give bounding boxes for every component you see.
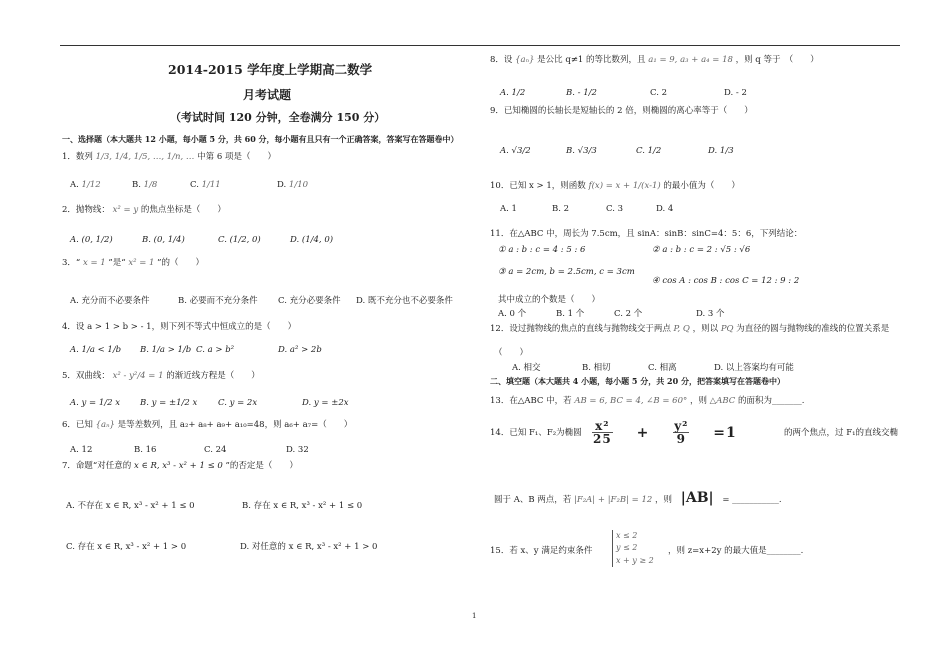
- q12-option-d: D. 以上答案均有可能: [714, 363, 794, 373]
- q12-paren: （ ）: [494, 348, 529, 358]
- exam-info: （考试时间 120 分钟，全卷满分 150 分）: [170, 111, 386, 124]
- q14-ellipse-equation: $\frac{\text{x²}}{25}$ + $\frac{\text{y²}}{9}$ =1: [593, 419, 737, 446]
- q15-rest: ，则 z=x+2y 的最大值是________.: [668, 546, 804, 556]
- q6-option-a: A. 12: [70, 445, 93, 455]
- q4-option-a: A. 1/a < 1/b: [70, 345, 122, 355]
- q4-option-b: B. 1/a > 1/b: [140, 345, 192, 355]
- q5-option-d: D. y = ±2x: [302, 398, 349, 408]
- q3-option-d: D. 既不充分也不必要条件: [356, 296, 453, 306]
- q5-option-a: A. y = 1/2 x: [70, 398, 121, 408]
- header-rule: [60, 45, 900, 46]
- question-11: 11．在△ABC 中，周长为 7.5cm，且 sinA：sinB：sinC=4：5：6，下列结论：: [490, 229, 803, 239]
- q11-ask: 其中成立的个数是（ ）: [498, 295, 601, 305]
- q11-option-b: B. 1 个: [556, 309, 585, 319]
- q11-statement-2: ② a : b : c = 2 : √5 : √6: [652, 245, 751, 255]
- q2-option-b: B. (0, 1/4): [142, 235, 185, 245]
- q10-option-b: B. 2: [552, 204, 570, 214]
- q8-option-d: D. - 2: [724, 88, 747, 98]
- q7-option-c: C. 存在 x ∈ R, x³ - x² + 1 > 0: [66, 542, 187, 552]
- q3-option-b: B. 必要而不充分条件: [178, 296, 258, 306]
- question-9: 9．已知椭圆的长轴长是短轴长的 2 倍，则椭圆的离心率等于（ ）: [490, 106, 753, 116]
- q5-option-b: B. y = ±1/2 x: [140, 398, 198, 408]
- question-5: 5．双曲线： x² - y²/4 = 1 的渐近线方程是（ ）: [62, 371, 260, 381]
- question-10: 10．已知 x > 1，则函数 f(x) = x + 1/(x-1) 的最小值为（ ）: [490, 181, 740, 191]
- question-13: 13．在△ABC 中，若 AB = 6, BC = 4, ∠B = 60° ，则 △ABC 的面积为_______.: [490, 396, 805, 406]
- q11-statement-3: ③ a = 2cm, b = 2.5cm, c = 3cm: [498, 267, 635, 277]
- q9-option-c: C. 1/2: [636, 146, 662, 156]
- q15-constraints: x ≤ 2 y ≤ 2 x + y ≥ 2: [612, 530, 654, 567]
- q7-option-a: A. 不存在 x ∈ R, x³ - x² + 1 ≤ 0: [66, 501, 195, 511]
- q8-option-b: B. - 1/2: [566, 88, 597, 98]
- q11-option-d: D. 3 个: [696, 309, 725, 319]
- question-15: 15．若 x、y 满足约束条件: [490, 546, 593, 556]
- q4-option-c: C. a > b²: [196, 345, 235, 355]
- q11-option-a: A. 0 个: [498, 309, 527, 319]
- q11-option-c: C. 2 个: [614, 309, 643, 319]
- question-6: 6．已知 {aₙ} 是等差数列，且 a₂+ a₈+ a₉+ a₁₀=48，则 a₆+ a₇=（ ）: [62, 420, 353, 430]
- question-12: 12．设过抛物线的焦点的直线与抛物线交于两点 P, Q ，则以 PQ 为直径的圆与抛物线的准线的位置关系是: [490, 324, 890, 334]
- q6-option-b: B. 16: [134, 445, 157, 455]
- q11-statement-4: ④ cos A : cos B : cos C = 12 : 9 : 2: [652, 276, 800, 286]
- q12-option-a: A. 相交: [512, 363, 541, 373]
- question-4: 4．设 a > 1 > b > - 1，则下列不等式中恒成立的是（ ）: [62, 322, 297, 332]
- q12-option-c: C. 相离: [648, 363, 677, 373]
- question-14: 14．已知 F₁、F₂为椭圆: [490, 428, 582, 438]
- q7-option-b: B. 存在 x ∈ R, x³ - x² + 1 ≤ 0: [242, 501, 363, 511]
- q5-option-c: C. y = 2x: [218, 398, 258, 408]
- q7-option-d: D. 对任意的 x ∈ R, x³ - x² + 1 > 0: [240, 542, 378, 552]
- q6-option-c: C. 24: [204, 445, 227, 455]
- question-1: 1．数列 1/3, 1/4, 1/5, …, 1/n, … 中第 6 项是（ ）: [62, 152, 276, 162]
- section-1-heading: 一、选择题（本大题共 12 小题，每小题 5 分，共 60 分，每小题有且只有一个正确答案，答案写在答题卷中）: [62, 134, 459, 144]
- q1-option-c: C. 1/11: [190, 180, 221, 190]
- q1-option-d: D. 1/10: [277, 180, 309, 190]
- question-8: 8．设 {aₙ} 是公比 q≠1 的等比数列，且 a₁ = 9, a₃ + a₄ = 18 ，则 q 等于 （ ）: [490, 55, 819, 65]
- q14-rest: 的两个焦点，过 F₁的直线交椭: [784, 428, 899, 438]
- exam-title: 2014-2015 学年度上学期高二数学: [168, 62, 373, 77]
- q2-option-a: A. (0, 1/2): [70, 235, 113, 245]
- question-3: 3．“ x = 1 ”是“ x² = 1 ”的（ ）: [62, 258, 205, 268]
- q9-option-a: A. √3/2: [500, 146, 531, 156]
- q10-option-a: A. 1: [500, 204, 517, 214]
- q10-option-d: D. 4: [656, 204, 674, 214]
- section-2-heading: 二、填空题（本大题共 4 小题，每小题 5 分，共 20 分，把答案填写在答题卷中）: [490, 376, 785, 386]
- q3-option-c: C. 充分必要条件: [278, 296, 341, 306]
- page-number: 1: [472, 612, 477, 620]
- q8-option-a: A. 1/2: [500, 88, 526, 98]
- q10-option-c: C. 3: [606, 204, 624, 214]
- q4-option-d: D. a² > 2b: [278, 345, 322, 355]
- q3-option-a: A. 充分而不必要条件: [70, 296, 150, 306]
- question-2: 2．抛物线： x² = y 的焦点坐标是（ ）: [62, 205, 226, 215]
- q2-option-d: D. (1/4, 0): [290, 235, 334, 245]
- q11-statement-1: ① a : b : c = 4 : 5 : 6: [498, 245, 586, 255]
- q1-option-b: B. 1/8: [132, 180, 158, 190]
- q2-option-c: C. (1/2, 0): [218, 235, 261, 245]
- q6-option-d: D. 32: [286, 445, 309, 455]
- q14-line-2: 圆于 A、B 两点，若 |F₂A| + |F₂B| = 12 ，则 |AB| = ___________.: [494, 490, 782, 506]
- q12-option-b: B. 相切: [582, 363, 611, 373]
- q9-option-b: B. √3/3: [566, 146, 597, 156]
- q9-option-d: D. 1/3: [708, 146, 734, 156]
- q8-option-c: C. 2: [650, 88, 668, 98]
- exam-subtitle: 月考试题: [243, 88, 292, 102]
- question-7: 7．命题“对任意的 x ∈ R, x³ - x² + 1 ≤ 0 ”的否定是（ ）: [62, 461, 298, 471]
- q1-option-a: A. 1/12: [70, 180, 101, 190]
